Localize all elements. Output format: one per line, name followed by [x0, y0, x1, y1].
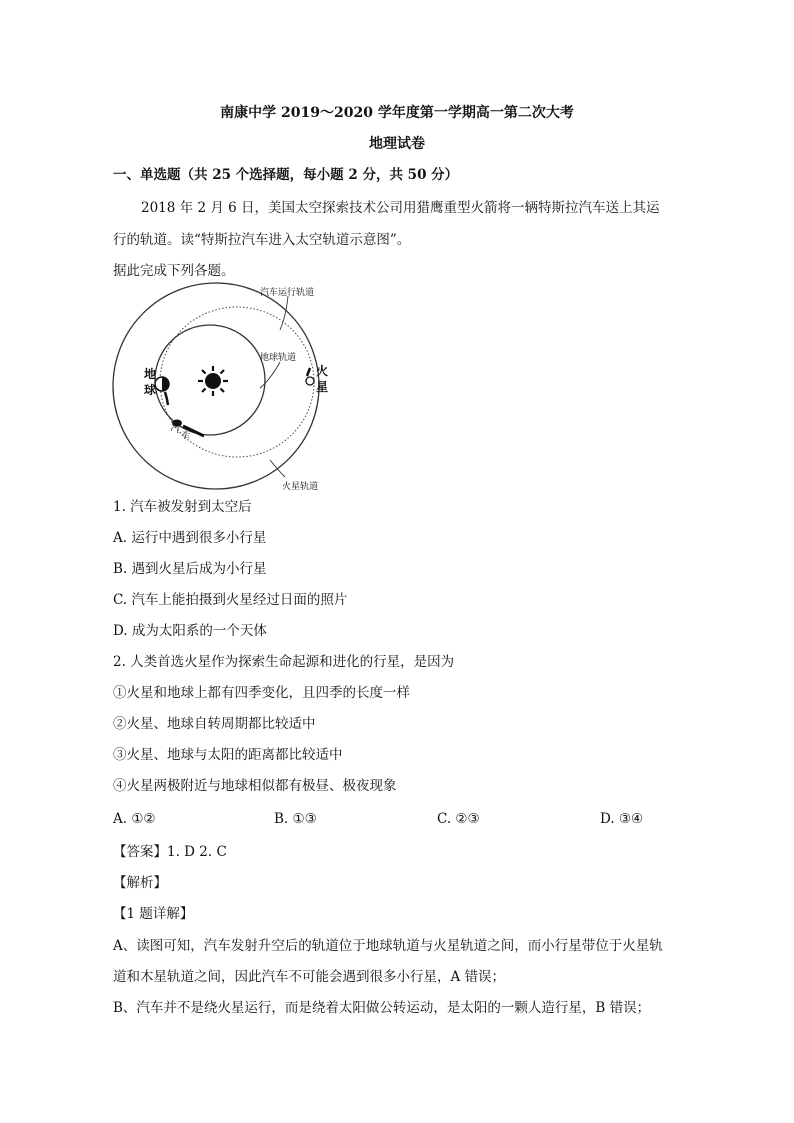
- exam-subtitle: 地理试卷: [369, 136, 425, 152]
- mars-label-1: 火: [316, 364, 329, 378]
- q1-option-b: B. 遇到火星后成为小行星: [113, 561, 267, 577]
- earth-icon: [155, 377, 169, 405]
- analysis-line-2: 道和木星轨道之间，因此汽车不可能会遇到很多小行星，A 错误；: [113, 969, 506, 985]
- car-orbit-leader: [280, 296, 288, 330]
- q2-option-d: D. ③④: [600, 811, 644, 827]
- q2-statement-2: ②火星、地球自转周期都比较适中: [113, 716, 316, 732]
- earth-label-1: 地: [144, 367, 157, 381]
- exam-title: 南康中学 2019～2020 学年度第一学期高一第二次大考: [220, 105, 574, 121]
- orbit-diagram: [110, 280, 342, 493]
- sun-icon: [198, 366, 228, 396]
- analysis-subheading-1: 【1 题详解】: [113, 906, 194, 922]
- analysis-line-1: A、读图可知，汽车发射升空后的轨道位于地球轨道与火星轨道之间，而小行星带位于火星轨: [113, 938, 663, 954]
- intro-line-3: 据此完成下列各题。: [113, 263, 235, 279]
- q1-option-c: C. 汽车上能拍摄到火星经过日面的照片: [113, 592, 348, 608]
- q2-statement-1: ①火星和地球上都有四季变化，且四季的长度一样: [113, 685, 410, 701]
- earth-label-2: 球: [144, 383, 157, 397]
- q2-stem: 2. 人类首选火星作为探索生命起源和进化的行星，是因为: [113, 654, 455, 670]
- mars-orbit-leader: [270, 460, 285, 477]
- q2-statement-4: ④火星两极附近与地球相似都有极昼、极夜现象: [113, 778, 397, 794]
- intro-line-1: 2018 年 2 月 6 日，美国太空探索技术公司用猎鹰重型火箭将一辆特斯拉汽车送上其运: [141, 200, 660, 216]
- q2-option-b: B. ①③: [274, 811, 317, 827]
- q1-option-d: D. 成为太阳系的一个天体: [113, 623, 267, 639]
- car-label-2: 车: [179, 430, 192, 443]
- section-heading: 一、单选题（共 25 个选择题，每小题 2 分，共 50 分）: [113, 167, 459, 183]
- q2-option-c: C. ②③: [437, 811, 480, 827]
- intro-line-2: 行的轨道。读“特斯拉汽车进入太空轨道示意图”。: [113, 232, 411, 248]
- analysis-heading: 【解析】: [113, 875, 167, 891]
- mars-label-2: 星: [316, 380, 329, 394]
- answer-line: 【答案】1. D 2. C: [113, 844, 227, 860]
- earth-orbit-label: 地球轨道: [260, 353, 297, 363]
- mars-orbit-label: 火星轨道: [282, 482, 319, 492]
- car-label-1: 汽: [169, 423, 182, 436]
- q2-statement-3: ③火星、地球与太阳的距离都比较适中: [113, 747, 343, 763]
- q1-stem: 1. 汽车被发射到太空后: [113, 499, 252, 515]
- car-orbit-label: 汽车运行轨道: [260, 288, 315, 298]
- mars-icon: [306, 368, 314, 385]
- q2-option-a: A. ①②: [113, 811, 156, 827]
- analysis-line-3: B、汽车并不是绕火星运行，而是绕着太阳做公转运动，是太阳的一颗人造行星，B 错误；: [113, 1000, 651, 1016]
- q1-option-a: A. 运行中遇到很多小行星: [113, 530, 267, 546]
